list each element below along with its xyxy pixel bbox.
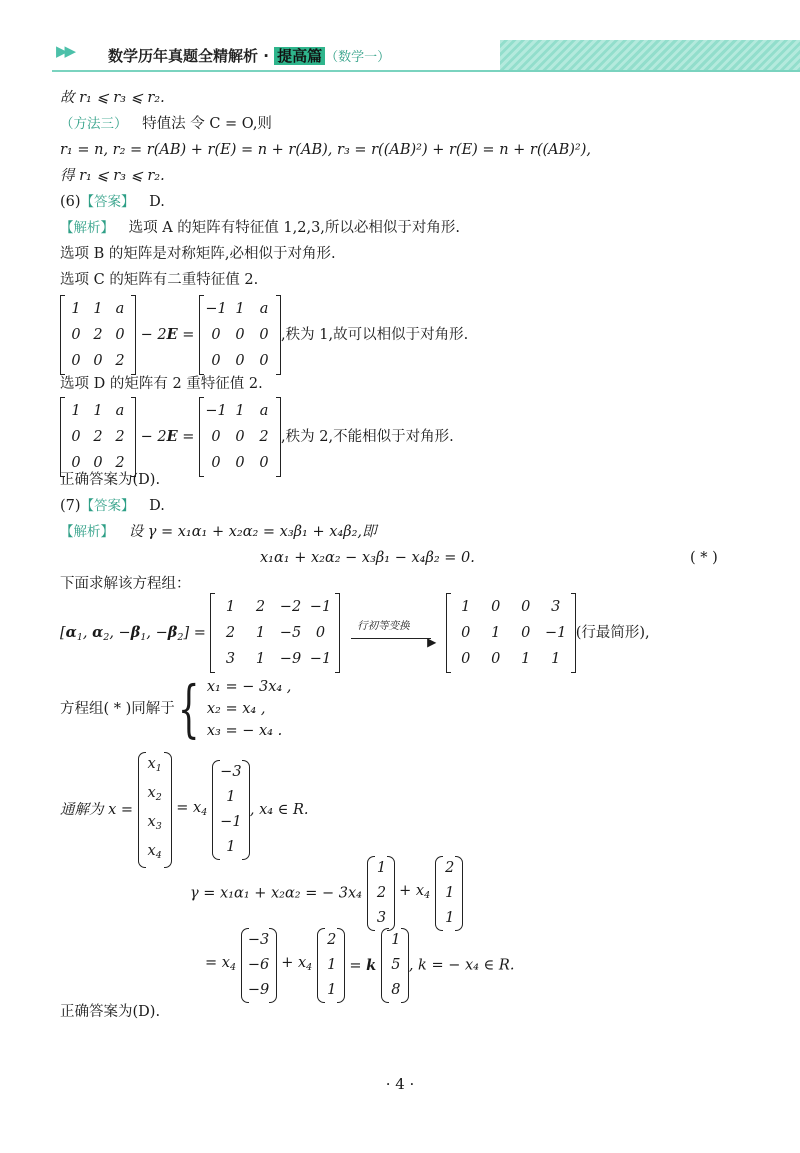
volume-highlight: 提高篇 [274,47,325,65]
method3-tag: （方法三） [60,116,128,132]
header-rule [52,70,800,72]
line-conclusion-2: 得 r₁ ⩽ r₃ ⩽ r₂. [60,168,165,184]
vector-2-1-1-b: 2 1 1 [317,928,345,1003]
q6-final: 正确答案为(D). [60,472,161,488]
equivalent-system: 方程组( * )同解于{ x₁ = − 3x₄ , x₂ = x₄ , x₃ = − x₄ . [60,672,292,745]
header-decor-band [500,40,800,72]
gamma-line-2: = $x_4$ −3 −6 −9 + $x_4$ 2 1 1 = k 1 5 8 , k = − x₄ ∈ R. [205,928,514,1003]
page-number: · 4 · [385,1075,415,1093]
q6-analysis-a: 【解析】 选项 A 的矩阵有特征值 1,2,3,所以必相似于对角形. [60,220,461,236]
augmented-matrix: 1 2 −2 −1 2 1 −5 0 3 1 −9 −1 [210,594,340,672]
eq-star-label: ( * ) [690,550,718,566]
vector-1-5-8: 1 5 8 [381,928,409,1003]
q6-analysis-b: 选项 B 的矩阵是对称矩阵,必相似于对角形. [60,246,336,262]
q6-analysis-c: 选项 C 的矩阵有二重特征值 2. [60,272,259,288]
q6-answer-line: (6)【答案】 D. [60,194,165,210]
q7-final: 正确答案为(D). [60,1004,161,1020]
volume-subtitle: （数学一） [325,50,391,65]
vector-neg3-neg6-neg9: −3 −6 −9 [241,928,277,1003]
method3-line: （方法三） 特值法 令 C = O,则 [60,116,272,132]
matrix-c-minus-2e: −1 1 a 0 0 0 0 0 0 [199,296,281,374]
matrix-d-equation: 1 1 a 0 2 2 0 0 2 − 2E = −1 1 a 0 0 2 0 0 0 ,秩为 2,不能相似于对角形. [60,398,454,476]
analysis-tag: 【解析】 [60,220,114,236]
matrix-c-equation: 1 1 a 0 2 0 0 0 2 − 2E = −1 1 a 0 0 0 0 0 0 ,秩为 1,故可以相似于对角形. [60,296,468,374]
vector-2-1-1: 2 1 1 [435,856,463,931]
book-title: 数学历年真题全精解析 · 提高篇 （数学一） [108,47,391,65]
general-solution: 通解为 x = $x_1$ $x_2$ $x_3$ $x_4$ = $x_4$ −3 1 −1 1 , x₄ ∈ R. [60,752,309,868]
page-header [0,0,800,74]
matrix-d: 1 1 a 0 2 2 0 0 2 [60,398,136,476]
vector-1-2-3: 1 2 3 [367,856,395,931]
q6-analysis-d: 选项 D 的矩阵有 2 重特征值 2. [60,376,263,392]
row-op-arrow: 行初等变换 ▶ [351,618,435,648]
vector-x: $x_1$ $x_2$ $x_3$ $x_4$ [138,752,172,868]
double-arrow-icon: ▶▶ [56,42,74,60]
rank-equations: r₁ = n, r₂ = r(AB) + r(E) = n + r(AB), r₃ = r((AB)²) + r(E) = n + r((AB)²), [60,142,592,158]
q7-homog-eq: x₁α₁ + x₂α₂ − x₃β₁ − x₄β₂ = 0. [260,550,475,566]
q7-analysis-2: 下面求解该方程组： [60,576,191,592]
q7-answer-line: (7)【答案】 D. [60,498,165,514]
matrix-c: 1 1 a 0 2 0 0 0 2 [60,296,136,374]
basis-vector: −3 1 −1 1 [212,760,250,860]
q7-analysis-1: 【解析】 设 γ = x₁α₁ + x₂α₂ = x₃β₁ + x₄β₂,即 [60,524,377,540]
row-reduction: [$\alpha_1$, $\alpha_2$, $-\beta_1$, $-\beta_2$] = 1 2 −2 −1 2 1 −5 0 3 1 −9 −1 行初等变换 ▶ 1 0 0 3 0 1 0 −1 0 0 1 1 (行最简形), [60,594,650,672]
gamma-line-1: γ = x₁α₁ + x₂α₂ = − 3x₄ 1 2 3 + $x_4$ 2 1 1 [190,856,463,931]
matrix-d-minus-2e: −1 1 a 0 0 2 0 0 0 [199,398,281,476]
left-brace: { [177,672,200,745]
line-conclusion-1: 故 r₁ ⩽ r₃ ⩽ r₂. [60,90,165,106]
rref-matrix: 1 0 0 3 0 1 0 −1 0 0 1 1 [446,594,576,672]
